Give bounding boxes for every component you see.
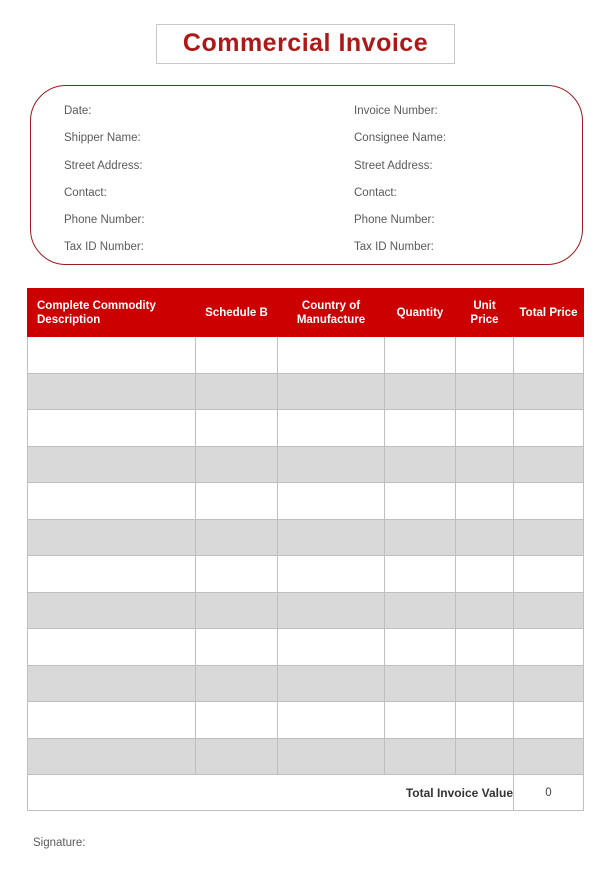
column-header-commodity-description: Complete Commodity Description bbox=[28, 289, 196, 337]
table-header-row bbox=[28, 289, 584, 337]
cell-unit-price[interactable] bbox=[456, 373, 514, 410]
table-row[interactable] bbox=[28, 738, 584, 775]
cell-total-price[interactable] bbox=[514, 410, 584, 447]
cell-quantity[interactable] bbox=[385, 592, 456, 629]
cell-schedule-b[interactable] bbox=[196, 373, 278, 410]
cell-total-price[interactable] bbox=[514, 337, 584, 374]
table-row[interactable] bbox=[28, 519, 584, 556]
cell-country-of-manufacture[interactable] bbox=[278, 337, 385, 374]
cell-total-price[interactable] bbox=[514, 738, 584, 775]
cell-quantity[interactable] bbox=[385, 410, 456, 447]
column-header-unit-price: Unit Price bbox=[456, 289, 514, 337]
cell-unit-price[interactable] bbox=[456, 446, 514, 483]
cell-schedule-b[interactable] bbox=[196, 665, 278, 702]
cell-unit-price[interactable] bbox=[456, 337, 514, 374]
field-shipper-tax-id-number: Tax ID Number: bbox=[64, 241, 144, 254]
field-consignee-street-address: Street Address: bbox=[354, 159, 433, 172]
cell-quantity[interactable] bbox=[385, 629, 456, 666]
cell-country-of-manufacture[interactable] bbox=[278, 738, 385, 775]
table-row[interactable] bbox=[28, 592, 584, 629]
cell-unit-price[interactable] bbox=[456, 483, 514, 520]
column-header-total-price: Total Price bbox=[514, 289, 584, 337]
cell-commodity-description[interactable] bbox=[28, 592, 196, 629]
cell-quantity[interactable] bbox=[385, 446, 456, 483]
column-header-country-of-manufacture: Country of Manufacture bbox=[278, 289, 385, 337]
line-items-table bbox=[27, 288, 584, 811]
table-row[interactable] bbox=[28, 665, 584, 702]
cell-total-price[interactable] bbox=[514, 519, 584, 556]
page-title-box bbox=[156, 24, 455, 64]
cell-unit-price[interactable] bbox=[456, 629, 514, 666]
cell-schedule-b[interactable] bbox=[196, 483, 278, 520]
cell-schedule-b[interactable] bbox=[196, 738, 278, 775]
cell-total-price[interactable] bbox=[514, 373, 584, 410]
field-shipper-street-address: Street Address: bbox=[64, 159, 143, 172]
cell-schedule-b[interactable] bbox=[196, 519, 278, 556]
cell-schedule-b[interactable] bbox=[196, 629, 278, 666]
cell-commodity-description[interactable] bbox=[28, 519, 196, 556]
cell-schedule-b[interactable] bbox=[196, 592, 278, 629]
cell-country-of-manufacture[interactable] bbox=[278, 629, 385, 666]
cell-country-of-manufacture[interactable] bbox=[278, 665, 385, 702]
cell-commodity-description[interactable] bbox=[28, 373, 196, 410]
field-shipper-phone-number: Phone Number: bbox=[64, 214, 145, 227]
table-row[interactable] bbox=[28, 446, 584, 483]
cell-country-of-manufacture[interactable] bbox=[278, 592, 385, 629]
page-title: Commercial Invoice bbox=[182, 29, 429, 57]
table-body bbox=[28, 337, 584, 811]
cell-commodity-description[interactable] bbox=[28, 556, 196, 593]
total-invoice-value-amount[interactable]: 0 bbox=[514, 775, 584, 811]
cell-quantity[interactable] bbox=[385, 483, 456, 520]
table-row[interactable] bbox=[28, 483, 584, 520]
cell-quantity[interactable] bbox=[385, 519, 456, 556]
cell-total-price[interactable] bbox=[514, 629, 584, 666]
field-consignee-tax-id-number: Tax ID Number: bbox=[354, 241, 434, 254]
page-title-container bbox=[0, 24, 611, 64]
cell-total-price[interactable] bbox=[514, 702, 584, 739]
field-date: Date: bbox=[64, 105, 92, 117]
cell-unit-price[interactable] bbox=[456, 665, 514, 702]
cell-total-price[interactable] bbox=[514, 665, 584, 702]
cell-unit-price[interactable] bbox=[456, 556, 514, 593]
table-row[interactable] bbox=[28, 337, 584, 374]
cell-quantity[interactable] bbox=[385, 738, 456, 775]
cell-quantity[interactable] bbox=[385, 665, 456, 702]
signature-label: Signature: bbox=[33, 837, 86, 849]
table-row[interactable] bbox=[28, 629, 584, 666]
cell-country-of-manufacture[interactable] bbox=[278, 519, 385, 556]
cell-commodity-description[interactable] bbox=[28, 629, 196, 666]
cell-schedule-b[interactable] bbox=[196, 446, 278, 483]
cell-country-of-manufacture[interactable] bbox=[278, 373, 385, 410]
total-invoice-value-row bbox=[28, 775, 584, 811]
table-row[interactable] bbox=[28, 373, 584, 410]
cell-commodity-description[interactable] bbox=[28, 665, 196, 702]
cell-quantity[interactable] bbox=[385, 337, 456, 374]
cell-total-price[interactable] bbox=[514, 483, 584, 520]
cell-schedule-b[interactable] bbox=[196, 702, 278, 739]
cell-commodity-description[interactable] bbox=[28, 483, 196, 520]
field-shipper-name: Shipper Name: bbox=[64, 132, 141, 145]
cell-commodity-description[interactable] bbox=[28, 702, 196, 739]
field-shipper-contact: Contact: bbox=[64, 186, 107, 199]
cell-schedule-b[interactable] bbox=[196, 410, 278, 447]
shipper-column bbox=[30, 98, 342, 265]
table-row[interactable] bbox=[28, 702, 584, 739]
field-consignee-name: Consignee Name: bbox=[354, 132, 447, 145]
cell-country-of-manufacture[interactable] bbox=[278, 446, 385, 483]
cell-quantity[interactable] bbox=[385, 702, 456, 739]
cell-commodity-description[interactable] bbox=[28, 337, 196, 374]
cell-country-of-manufacture[interactable] bbox=[278, 702, 385, 739]
cell-total-price[interactable] bbox=[514, 592, 584, 629]
cell-unit-price[interactable] bbox=[456, 702, 514, 739]
cell-country-of-manufacture[interactable] bbox=[278, 483, 385, 520]
field-consignee-phone-number: Phone Number: bbox=[354, 214, 435, 227]
cell-total-price[interactable] bbox=[514, 556, 584, 593]
table-row[interactable] bbox=[28, 556, 584, 593]
cell-schedule-b[interactable] bbox=[196, 337, 278, 374]
cell-quantity[interactable] bbox=[385, 373, 456, 410]
cell-total-price[interactable] bbox=[514, 446, 584, 483]
cell-unit-price[interactable] bbox=[456, 410, 514, 447]
cell-unit-price[interactable] bbox=[456, 738, 514, 775]
table-row[interactable] bbox=[28, 410, 584, 447]
cell-unit-price[interactable] bbox=[456, 592, 514, 629]
cell-commodity-description[interactable] bbox=[28, 410, 196, 447]
field-invoice-number: Invoice Number: bbox=[354, 105, 438, 117]
cell-quantity[interactable] bbox=[385, 556, 456, 593]
cell-country-of-manufacture[interactable] bbox=[278, 410, 385, 447]
field-consignee-contact: Contact: bbox=[354, 186, 397, 199]
cell-unit-price[interactable] bbox=[456, 519, 514, 556]
cell-commodity-description[interactable] bbox=[28, 738, 196, 775]
party-info-section bbox=[30, 85, 583, 265]
cell-schedule-b[interactable] bbox=[196, 556, 278, 593]
consignee-column bbox=[342, 98, 583, 265]
cell-country-of-manufacture[interactable] bbox=[278, 556, 385, 593]
column-header-quantity: Quantity bbox=[385, 289, 456, 337]
total-invoice-value-label: Total Invoice Value bbox=[28, 775, 514, 811]
column-header-schedule-b: Schedule B bbox=[196, 289, 278, 337]
cell-commodity-description[interactable] bbox=[28, 446, 196, 483]
